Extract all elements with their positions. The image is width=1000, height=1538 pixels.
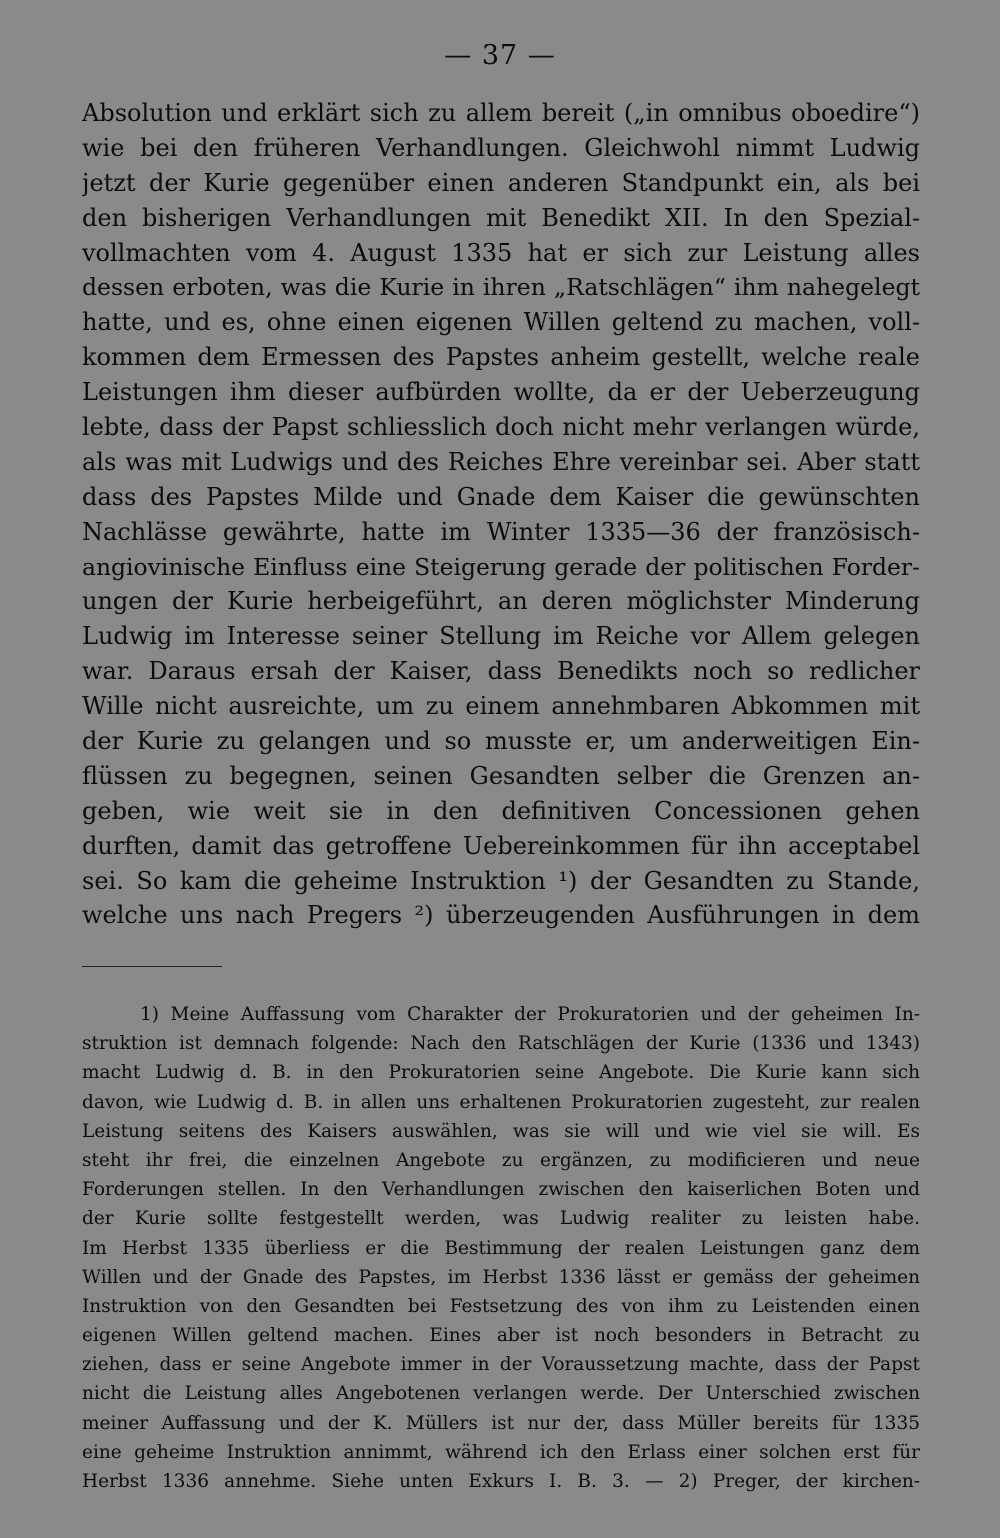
footnote-line: macht Ludwig d. B. in den Prokuratorien seine Angebote. Die Kurie kann sich — [82, 1062, 920, 1084]
text-line: hatte, und es, ohne einen eigenen Willen geltend zu machen, voll- — [82, 308, 920, 337]
text-line: war. Daraus ersah der Kaiser, dass Benedikts noch so redlicher — [82, 657, 920, 686]
main-text — [82, 96, 920, 933]
text-line: geben, wie weit sie in den definitiven Concessionen gehen — [82, 796, 920, 825]
page-number: — 37 — — [444, 40, 556, 71]
text-line: jetzt der Kurie gegenüber einen anderen Standpunkt ein, als bei — [82, 168, 920, 197]
text-line: Wille nicht ausreichte, um zu einem annehmbaren Abkommen mit — [82, 692, 920, 721]
footnote-line: Instruktion von den Gesandten bei Festsetzung des von ihm zu Leistenden einen — [82, 1295, 920, 1317]
footnote-line: Herbst 1336 annehme. Siehe unten Exkurs I. B. 3. — 2) Preger, der kirchen- — [82, 1471, 920, 1492]
footnote-line: Leistung seitens des Kaisers auswählen, was sie will und wie viel sie will. Es — [82, 1120, 920, 1142]
text-line: Nachlässe gewährte, hatte im Winter 1335—36 der französisch- — [82, 517, 920, 546]
footnote-line: Im Herbst 1335 überliess er die Bestimmung der realen Leistungen ganz dem — [82, 1237, 920, 1259]
text-line: den bisherigen Verhandlungen mit Benedikt XII. In den Spezial- — [82, 203, 920, 232]
text-line: angiovinische Einfluss eine Steigerung gerade der politischen Forder- — [82, 552, 920, 581]
text-line: wie bei den früheren Verhandlungen. Gleichwohl nimmt Ludwig — [82, 133, 920, 162]
text-line: vollmachten vom 4. August 1335 hat er sich zur Leistung alles — [82, 238, 920, 267]
text-line: ungen der Kurie herbeigeführt, an deren möglichster Minderung — [82, 587, 920, 616]
footnote-line: davon, wie Ludwig d. B. in allen uns erhaltenen Prokuratorien zugesteht, zur realen — [82, 1091, 920, 1113]
footnote-line: nicht die Leistung alles Angebotenen verlangen werde. Der Unterschied zwischen — [82, 1383, 920, 1405]
text-line: durften, damit das getroffene Uebereinkommen für ihn acceptabel — [82, 831, 920, 860]
text-line: Ludwig im Interesse seiner Stellung im Reiche vor Allem gelegen — [82, 622, 920, 651]
text-line: Leistungen ihm dieser aufbürden wollte, da er der Ueberzeugung — [82, 378, 920, 407]
footnote-line: 1) Meine Auffassung vom Charakter der Prokuratorien und der geheimen In- — [140, 1004, 920, 1025]
footnote-line: eine geheime Instruktion annimmt, während ich den Erlass einer solchen erst für — [82, 1441, 920, 1463]
footnote-line: Forderungen stellen. In den Verhandlungen zwischen den kaiserlichen Boten und — [82, 1179, 920, 1201]
footnote-separator — [82, 966, 222, 967]
footnote-line: steht ihr frei, die einzelnen Angebote zu ergänzen, zu modificieren und neue — [82, 1149, 920, 1171]
text-line: Absolution und erklärt sich zu allem bereit („in omnibus oboedire“) — [82, 99, 920, 127]
text-line: der Kurie zu gelangen und so musste er, um anderweitigen Ein- — [82, 727, 920, 756]
text-line: kommen dem Ermessen des Papstes anheim gestellt, welche reale — [82, 343, 920, 372]
text-line: dass des Papstes Milde und Gnade dem Kaiser die gewünschten — [82, 482, 920, 511]
footnote-line: struktion ist demnach folgende: Nach den Ratschlägen der Kurie (1336 und 1343) — [82, 1033, 920, 1055]
text-line: dessen erboten, was die Kurie in ihren „Ratschlägen“ ihm nahegelegt — [82, 273, 920, 302]
footnotes — [82, 1000, 920, 1496]
text-line: flüssen zu begegnen, seinen Gesandten selber die Grenzen an- — [82, 761, 920, 790]
footnote-line: eigenen Willen geltend machen. Eines aber ist noch besonders in Betracht zu — [82, 1325, 920, 1347]
footnote-line: der Kurie sollte festgestellt werden, was Ludwig realiter zu leisten habe. — [82, 1208, 920, 1230]
text-line: lebte, dass der Papst schliesslich doch nicht mehr verlangen würde, — [82, 413, 920, 442]
footnote-line: meiner Auffassung und der K. Müllers ist nur der, dass Müller bereits für 1335 — [82, 1412, 920, 1434]
text-line: als was mit Ludwigs und des Reiches Ehre vereinbar sei. Aber statt — [82, 447, 920, 476]
footnote-line: ziehen, dass er seine Angebote immer in der Voraussetzung machte, dass der Papst — [82, 1354, 920, 1376]
footnote-line: Willen und der Gnade des Papstes, im Herbst 1336 lässt er gemäss der geheimen — [82, 1266, 920, 1288]
text-line: welche uns nach Pregers ²) überzeugenden Ausführungen in dem — [82, 901, 920, 930]
text-line: sei. So kam die geheime Instruktion ¹) der Gesandten zu Stande, — [82, 866, 920, 895]
